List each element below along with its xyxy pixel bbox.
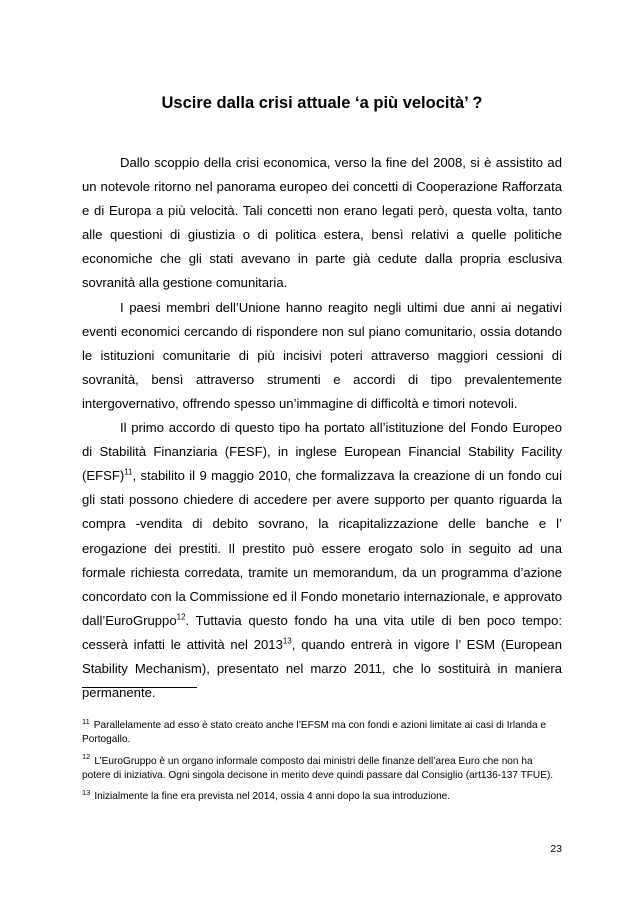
page-number: 23 <box>550 843 562 855</box>
footnote-11 <box>82 716 562 748</box>
footnote-number: 11 <box>82 716 90 726</box>
footnote-divider <box>82 687 197 688</box>
paragraph-1: Dallo scoppio della crisi economica, verso la fine del 2008, si è assistito ad un notevole ritorno nel panorama europeo dei concetti di Cooperazione Rafforzata e di Europa a più velocità. Tali concetti non erano legati però, questa volta, tanto alle questioni di giustizia o di politica estera, bensì relativi a quelle politiche economiche che gli stati avevano in parte già cedute dalla propria esclusiva sovranità alla gestione comunitaria. <box>82 155 562 291</box>
footnote-text: L’EuroGruppo è un organo informale composto dai ministri delle finanze dell’area Euro che non ha potere di iniziativa. Ogni singola decisone in merito deve quindi passare dal Consiglio (art136-137 TFUE). <box>82 755 554 781</box>
section-title: Uscire dalla crisi attuale ‘a più velocità’ ? <box>161 94 483 112</box>
body-text <box>82 151 562 705</box>
paragraph-3-part-d: , quando entrerà in vigore l’ ESM (European Stability Mechanism), presentato nel marzo 2011, che lo sostituirà in maniera permanente. <box>82 636 562 701</box>
paragraph-3 <box>82 416 562 705</box>
footnote-number: 12 <box>82 752 91 762</box>
footnote-13 <box>82 787 562 804</box>
footnote-ref-12[interactable]: 12 <box>176 612 186 622</box>
paragraph-3-part-b: , stabilito il 9 maggio 2010, che formalizzava la creazione di un fondo cui gli stati possono chiedere di accedere per avere supporto per quanto riguarda la compra -vendita di debito sovrano, la ricapitalizzazione delle banche e l’ erogazione dei prestiti. Il prestito può essere erogato solo in seguito ad una formale richiesta corredata, tramite un memorandum, da un programma d’azione concordato con la Commissione ed il Fondo monetario internazionale, e approvato dall’EuroGruppo <box>82 468 562 628</box>
footnote-ref-13[interactable]: 13 <box>282 636 292 646</box>
footnote-ref-11[interactable]: 11 <box>124 467 133 477</box>
paragraph-3-part-c: . Tuttavia questo fondo ha una vita utile di ben poco tempo: cesserà infatti le attività nel 2013 <box>82 612 562 652</box>
paragraph-3-part-a: Il primo accordo di questo tipo ha portato all’istituzione del Fondo Europeo di Stabilità Finanziaria (FESF), in inglese European Financial Stability Facility (EFSF) <box>82 420 562 484</box>
footnote-text: Inizialmente la fine era prevista nel 2014, ossia 4 anni dopo la sua introduzione. <box>94 791 451 803</box>
footnotes <box>82 716 562 811</box>
paragraph-2: I paesi membri dell’Unione hanno reagito negli ultimi due anni ai negativi eventi economici cercando di rispondere non sul piano comunitario, ossia dotando le istituzioni comunitarie di più incisivi poteri attraverso maggiori cessioni di sovranità, bensì attraverso strumenti e accordi di tipo prevalentemente intergovernativo, offrendo spesso un’immagine di difficoltà e timori notevoli. <box>82 299 562 411</box>
footnote-number: 13 <box>82 787 91 797</box>
footnote-text: Parallelamente ad esso è stato creato anche l’EFSM ma con fondi e azioni limitate ai casi di Irlanda e Portogallo. <box>82 720 547 746</box>
footnote-12 <box>82 752 562 784</box>
